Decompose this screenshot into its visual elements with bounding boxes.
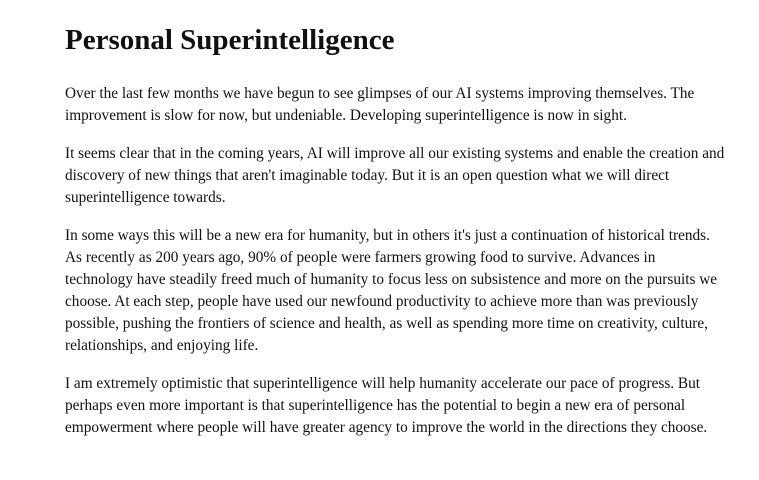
article <box>65 0 725 439</box>
paragraph-1: Over the last few months we have begun to see glimpses of our AI systems improving themselves. The improvement is slow for now, but undeniable. Developing superintelligence is now in sight. <box>65 85 695 124</box>
paragraph-3: In some ways this will be a new era for humanity, but in others it's just a continuation of historical trends. As recently as 200 years ago, 90% of people were farmers growing food to survive. Advances in technology have steadily freed much of humanity to focus less on subsistence and more on the pursuits we choose. At each step, people have used our newfound productivity to achieve more than was previously possible, pushing the frontiers of science and health, as well as spending more time on creativity, culture, relationships, and enjoying life. <box>65 227 718 354</box>
paragraph-2: It seems clear that in the coming years, AI will improve all our existing systems and enable the creation and discovery of new things that aren't imaginable today. But it is an open question what we will direct superintelligence towards. <box>65 145 725 206</box>
paragraph-4: I am extremely optimistic that superintelligence will help humanity accelerate our pace of progress. But perhaps even more important is that superintelligence has the potential to begin a new era of personal empowerment where people will have greater agency to improve the world in the directions they choose. <box>65 375 708 436</box>
page-title: Personal Superintelligence <box>65 24 395 56</box>
